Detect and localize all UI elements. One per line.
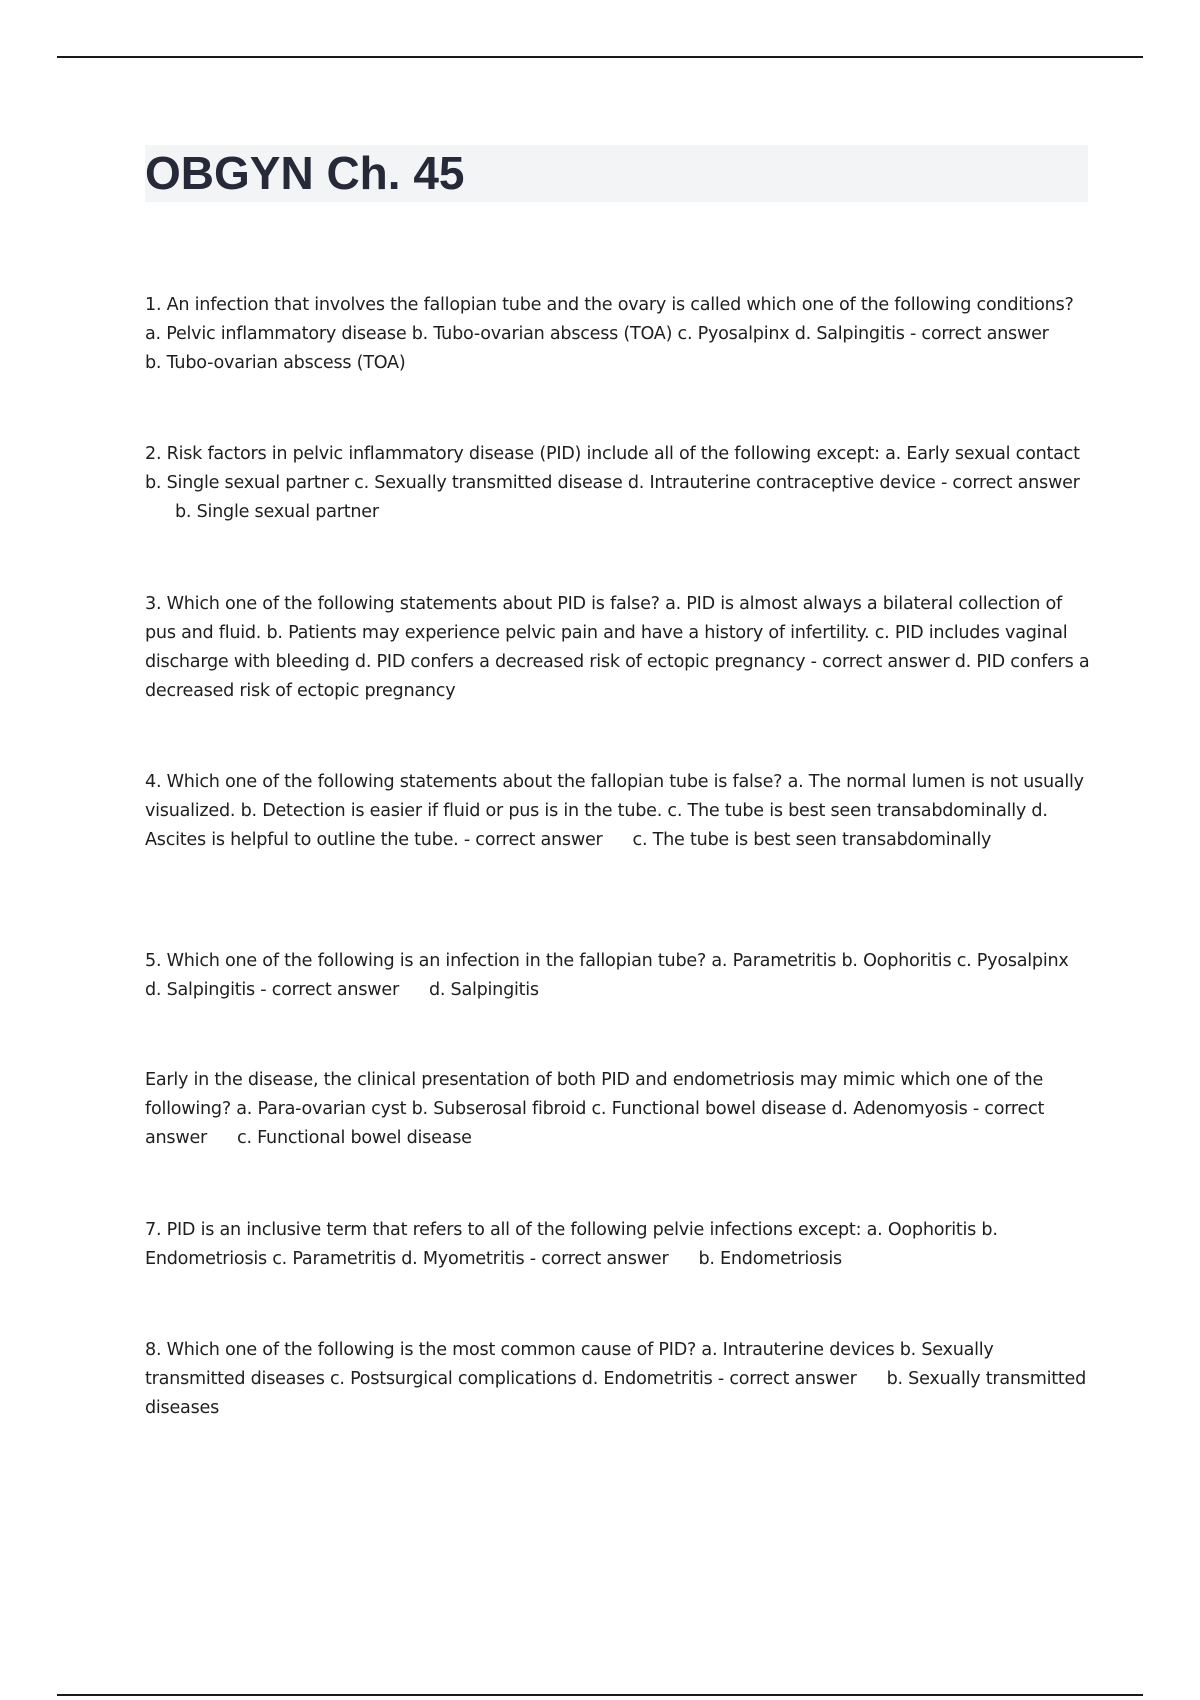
question-text: 2. Risk factors in pelvic inflammatory disease (PID) include all of the following except: a. Early sexual contact b. Single sexual partner c. Sexually transmitted disease d. Intrauterine contraceptive device - correct answer (145, 444, 1080, 493)
bottom-rule (57, 1694, 1143, 1696)
question-item-1 (145, 291, 1090, 378)
answer-text: d. PID confers a decreased risk of ectopic pregnancy (145, 652, 1090, 701)
answer-text: c. The tube is best seen transabdominally (632, 830, 992, 850)
answer-text: b. Tubo-ovarian abscess (TOA) (145, 353, 406, 373)
answer-text: c. Functional bowel disease (237, 1128, 472, 1148)
top-rule (57, 56, 1143, 58)
page-title: OBGYN Ch. 45 (145, 147, 465, 199)
answer-text: b. Sexually transmitted diseases (145, 1369, 1087, 1418)
question-item-7 (145, 1216, 1090, 1274)
question-item-4 (145, 768, 1090, 855)
answer-text: b. Single sexual partner (175, 502, 379, 522)
question-text: 7. PID is an inclusive term that refers to all of the following pelvie infections except: a. Oophoritis b. Endometriosis c. Parametritis d. Myometritis - correct answer (145, 1220, 998, 1269)
question-item-3 (145, 590, 1090, 706)
question-text: 1. An infection that involves the fallopian tube and the ovary is called which one of the following conditions? a. Pelvic inflammatory disease b. Tubo-ovarian abscess (TOA) c. Pyosalpinx d. Salpingitis - correct answer (145, 295, 1074, 344)
question-item-2 (145, 440, 1090, 527)
question-item-5 (145, 947, 1090, 1005)
question-text: 8. Which one of the following is the most common cause of PID? a. Intrauterine devices b. Sexually transmitted diseases c. Postsurgical complications d. Endometritis - correct answer (145, 1340, 994, 1389)
answer-text: d. Salpingitis (428, 980, 539, 1000)
question-item-8 (145, 1336, 1090, 1423)
question-text: 3. Which one of the following statements about PID is false? a. PID is almost always a bilateral collection of pus and fluid. b. Patients may experience pelvic pain and have a history of infertility. c. PID includes vaginal discharge with bleeding d. PID confers a decreased risk of ectopic pregnancy - correct answer (145, 594, 1068, 672)
question-item-6 (145, 1066, 1090, 1153)
question-text: Early in the disease, the clinical presentation of both PID and endometriosis may mimic which one of the following? a. Para-ovarian cyst b. Subserosal fibroid c. Functional bowel disease d. Adenomyosis - correct answer (145, 1070, 1045, 1148)
question-text: 4. Which one of the following statements about the fallopian tube is false? a. The normal lumen is not usually visualized. b. Detection is easier if fluid or pus is in the tube. c. The tube is best seen transabdominally d. Ascites is helpful to outline the tube. - correct answer (145, 772, 1084, 850)
answer-text: b. Endometriosis (698, 1249, 842, 1269)
question-text: 5. Which one of the following is an infection in the fallopian tube? a. Parametritis b. Oophoritis c. Pyosalpinx d. Salpingitis - correct answer (145, 951, 1069, 1000)
